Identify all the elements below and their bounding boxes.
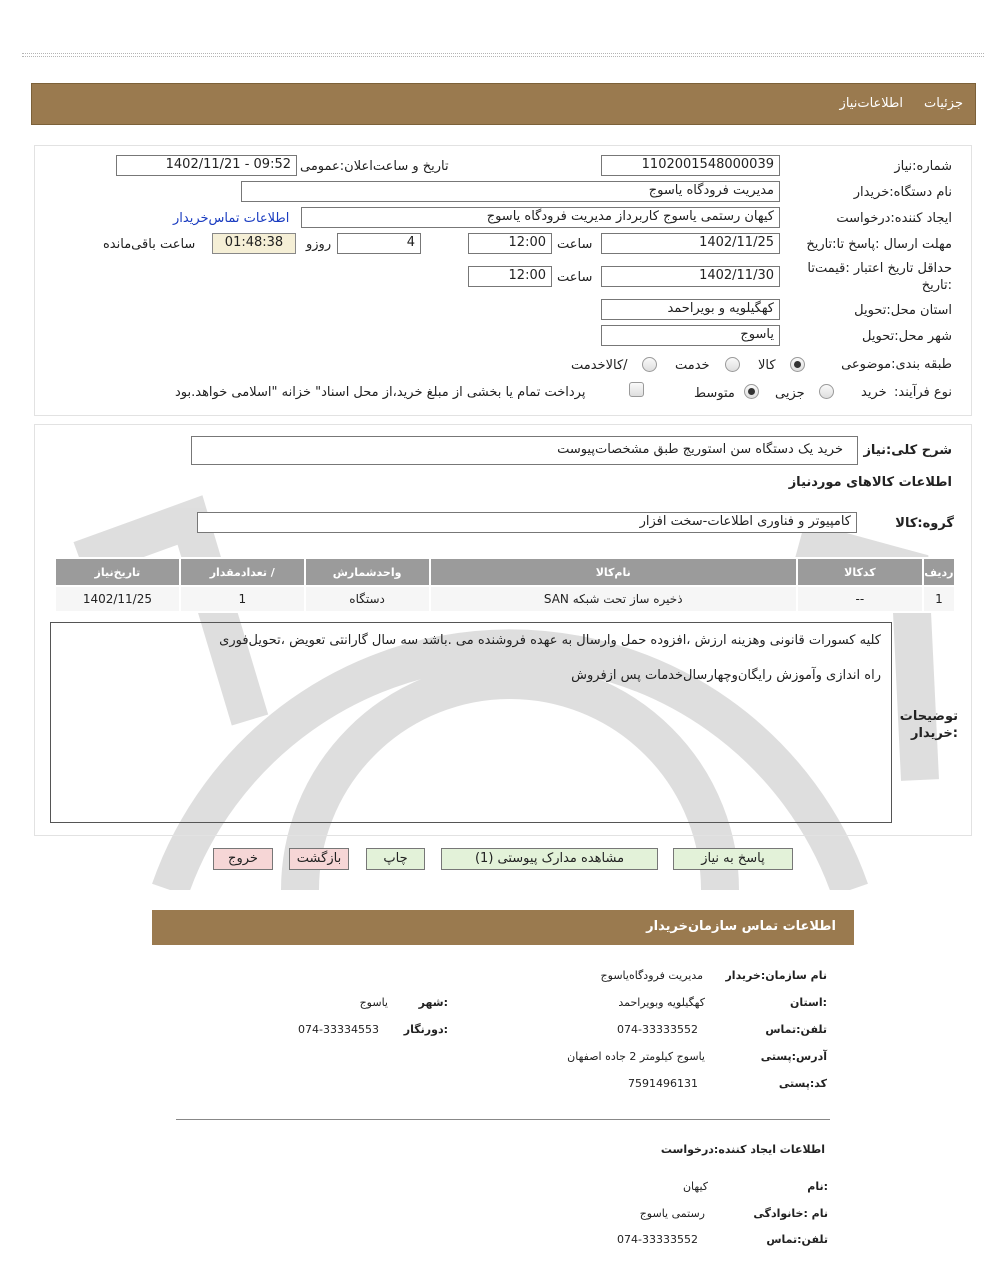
summary-label: شرح کلی:نیاز xyxy=(863,443,952,458)
radio-service[interactable] xyxy=(725,357,740,372)
contact-city-label: :شهر xyxy=(418,996,448,1009)
cell-code: -- xyxy=(798,587,922,611)
contact-city-value: یاسوج xyxy=(359,996,388,1009)
validity-date-field: 1402/11/30 xyxy=(601,266,780,287)
need-number-field: 1102001548000039 xyxy=(601,155,780,176)
buyer-notes-label: توضیحات :خریدار xyxy=(899,709,958,741)
radio-goods-service-label: /کالاخدمت xyxy=(571,358,628,373)
city-field: یاسوج xyxy=(601,325,780,346)
days-label: روزو xyxy=(306,237,332,252)
col-qty-header: / تعدادمقدار xyxy=(181,559,304,585)
creator-family-value: رستمی یاسوج xyxy=(639,1207,705,1220)
print-button[interactable]: چاپ xyxy=(366,848,425,870)
cell-qty: 1 xyxy=(181,587,304,611)
summary-field: خرید یک دستگاه سن استوریج طبق مشخصات‌پیوست xyxy=(191,436,858,465)
city-label: شهر محل:تحویل xyxy=(862,329,952,344)
tab-need-info[interactable]: اطلاعات‌نیاز xyxy=(839,96,903,111)
radio-goods-label: کالا xyxy=(758,358,776,373)
buyer-notes-line1: کلیه کسورات قانونی وهزینه ارزش ،افزوده حمل وارسال به عهده فروشنده می .باشد سه سال گارانتی تعویض ،تحویل‌فوری xyxy=(219,633,881,648)
table-row xyxy=(56,587,954,611)
buyer-contact-link[interactable]: اطلاعات تماس‌خریدار xyxy=(173,211,290,226)
contact-org-label: نام سازمان:خریدار xyxy=(725,969,827,982)
contact-separator xyxy=(176,1119,830,1120)
radio-service-label: خدمت xyxy=(675,358,710,373)
validity-time-field: 12:00 xyxy=(468,266,552,287)
tab-details[interactable]: جزئیات xyxy=(924,96,963,111)
contact-phone-label: تلفن:تماس xyxy=(765,1023,827,1036)
contact-postal-value: 7591496131 xyxy=(628,1077,698,1090)
radio-medium-label: متوسط xyxy=(694,386,735,401)
announce-label: تاریخ و ساعت‌اعلان:عمومی xyxy=(300,159,449,174)
contact-address-label: آدرس:پستی xyxy=(760,1050,827,1063)
radio-goods-service[interactable] xyxy=(642,357,657,372)
deadline-time-label: ساعت xyxy=(557,237,593,252)
goods-group-label: گروه:کالا xyxy=(895,516,954,531)
goods-table-header xyxy=(56,559,954,585)
process-buy-label: خرید xyxy=(861,385,887,400)
cell-unit: دستگاه xyxy=(306,587,429,611)
contact-fax-label: :دورنگار xyxy=(403,1023,448,1036)
category-label: طبقه بندی:موضوعی xyxy=(841,357,952,372)
contact-phone-value: 074-33333552 xyxy=(617,1023,698,1036)
validity-time-label: ساعت xyxy=(557,270,593,285)
col-row-header: ردیف xyxy=(924,559,954,585)
col-unit-header: واحدشمارش xyxy=(306,559,429,585)
treasury-payment-label: پرداخت تمام یا بخشی از مبلغ خرید،از محل اسناد" خزانه "اسلامی خواهد.بود xyxy=(175,385,586,400)
radio-medium[interactable] xyxy=(744,384,759,399)
contact-title-bar xyxy=(152,910,854,945)
cell-row: 1 xyxy=(924,587,954,611)
cell-date: 1402/11/25 xyxy=(56,587,179,611)
creator-phone-value: 074-33333552 xyxy=(617,1233,698,1246)
buyer-notes-line2: راه اندازی وآموزش رایگان‌وچهارسال‌خدمات پس ازفروش xyxy=(571,668,881,683)
remaining-label: ساعت باقی‌مانده xyxy=(103,237,196,252)
validity-label: حداقل تاریخ اعتبار :قیمت‌تا :تاریخ xyxy=(807,261,952,293)
contact-postal-label: کد:پستی xyxy=(778,1077,827,1090)
deadline-time-field: 12:00 xyxy=(468,233,552,254)
remaining-time-field: 01:48:38 xyxy=(212,233,296,254)
deadline-label: مهلت ارسال :پاسخ تا:تاریخ xyxy=(806,237,952,252)
announce-field: 1402/11/21 - 09:52 xyxy=(116,155,297,176)
contact-org-value: مدیریت فرودگاه‌یاسوج xyxy=(600,969,703,982)
deadline-date-field: 1402/11/25 xyxy=(601,233,780,254)
need-form-panel xyxy=(34,145,972,416)
radio-partial-label: جزیی xyxy=(775,386,805,401)
contact-fax-value: 074-33334553 xyxy=(298,1023,379,1036)
creator-info-title: اطلاعات ایجاد کننده:درخواست xyxy=(660,1143,825,1156)
radio-partial[interactable] xyxy=(819,384,834,399)
goods-info-title: اطلاعات کالاهای موردنیاز xyxy=(788,475,952,490)
buyer-org-field: مدیریت فرودگاه یاسوج xyxy=(241,181,780,202)
contact-province-value: کهگیلویه وبویراحمد xyxy=(618,996,705,1009)
process-label: نوع فرآیند: xyxy=(894,385,952,400)
treasury-payment-checkbox[interactable] xyxy=(629,382,644,397)
creator-family-label: نام :خانوادگی xyxy=(753,1207,828,1220)
buyer-notes-box xyxy=(50,622,892,823)
cell-name: ذخیره ساز تحت شبکه SAN xyxy=(431,587,796,611)
col-date-header: تاریخ‌نیاز xyxy=(56,559,179,585)
goods-group-field: کامپیوتر و فناوری اطلاعات-سخت افزار xyxy=(197,512,857,533)
contact-province-label: :استان xyxy=(790,996,827,1009)
exit-button[interactable]: خروج xyxy=(213,848,273,870)
creator-name-label: :نام xyxy=(807,1180,828,1193)
top-divider xyxy=(22,53,984,57)
header-bar xyxy=(31,83,976,125)
need-number-label: شماره:نیاز xyxy=(894,159,952,174)
buyer-org-label: نام دستگاه:خریدار xyxy=(853,185,952,200)
province-label: استان محل:تحویل xyxy=(854,303,952,318)
col-name-header: نام‌کالا xyxy=(431,559,796,585)
province-field: کهگیلویه و بویراحمد xyxy=(601,299,780,320)
reply-button[interactable]: پاسخ به نیاز xyxy=(673,848,793,870)
contact-title: اطلاعات تماس سازمان‌خریدار xyxy=(646,919,836,934)
creator-field: کیهان رستمی یاسوج کاربرداز مدیریت فرودگاه یاسوج xyxy=(301,207,780,228)
creator-name-value: کیهان xyxy=(682,1180,708,1193)
col-code-header: کدکالا xyxy=(798,559,922,585)
radio-goods[interactable] xyxy=(790,357,805,372)
goods-table xyxy=(54,557,956,613)
contact-address-value: یاسوج کیلومتر 2 جاده اصفهان xyxy=(567,1050,705,1063)
view-documents-button[interactable]: مشاهده مدارک پیوستی (1) xyxy=(441,848,658,870)
creator-phone-label: تلفن:تماس xyxy=(766,1233,828,1246)
creator-label: ایجاد کننده:درخواست xyxy=(836,211,952,226)
days-field: 4 xyxy=(337,233,421,254)
back-button[interactable]: بازگشت xyxy=(289,848,349,870)
